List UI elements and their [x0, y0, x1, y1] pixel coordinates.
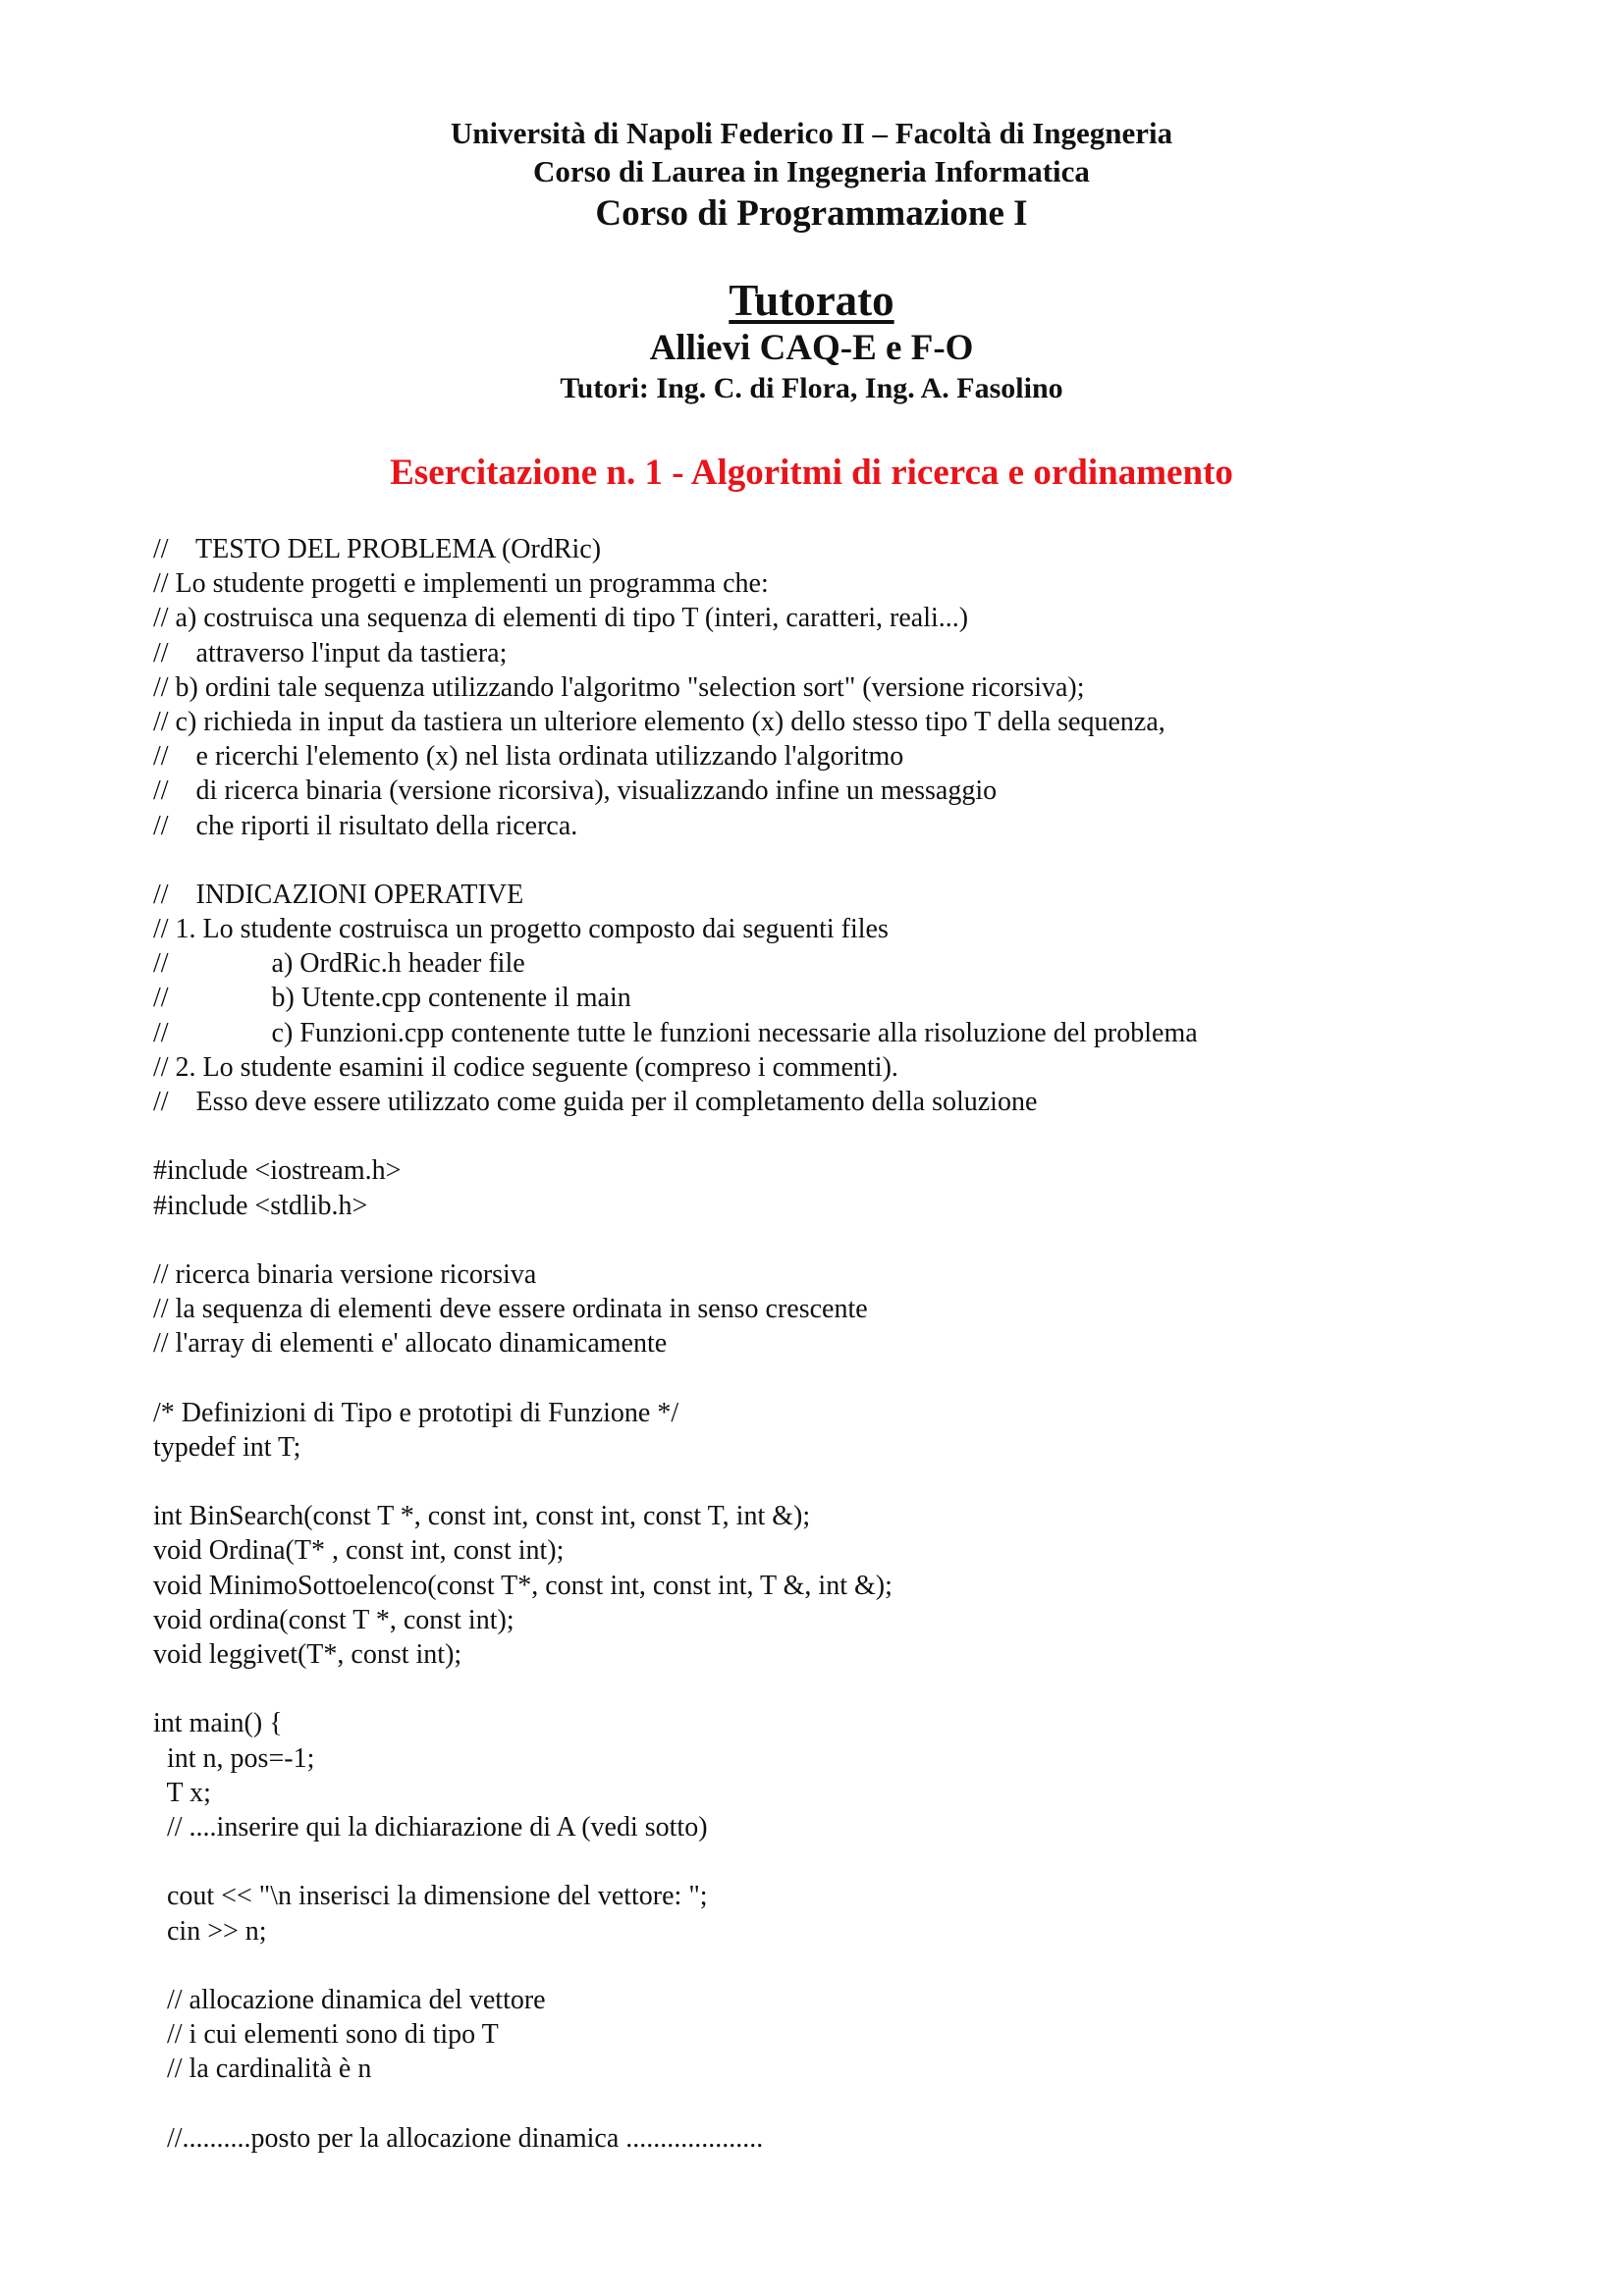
code-line: //..........posto per la allocazione dinamica .................... — [153, 2122, 764, 2154]
blank-line — [153, 1223, 1567, 1257]
degree-heading: Corso di Laurea in Ingegneria Informatica — [533, 154, 1090, 188]
code-line: typedef int T; — [153, 1431, 301, 1463]
code-line: cin >> n; — [153, 1915, 267, 1947]
code-line: void leggivet(T*, const int); — [153, 1639, 462, 1670]
code-line: int BinSearch(const T *, const int, const int, const T, int &); — [153, 1501, 811, 1532]
code-line: // 2. Lo studente esamini il codice seguente (compreso i commenti). — [153, 1051, 898, 1083]
code-line: // Lo studente progetti e implementi un programma che: — [153, 568, 769, 600]
university-heading: Università di Napoli Federico II – Facoltà di Ingegneria — [450, 116, 1173, 150]
code-line: // che riporti il risultato della ricerca. — [153, 810, 578, 841]
code-line: // b) Utente.cpp contenente il main — [153, 983, 631, 1014]
code-line: // a) OrdRic.h header file — [153, 948, 525, 980]
code-line: // c) richieda in input da tastiera un ulteriore elemento (x) dello stesso tipo T della sequenza, — [153, 706, 1165, 737]
code-line: #include <stdlib.h> — [153, 1190, 368, 1221]
code-line: // di ricerca binaria (versione ricorsiva), visualizzando infine un messaggio — [153, 775, 998, 807]
code-line: void MinimoSottoelenco(const T*, const int, const int, T &, int &); — [153, 1570, 893, 1601]
code-line: int main() { — [153, 1708, 283, 1739]
exercise-title: Esercitazione n. 1 - Algoritmi di ricerca e ordinamento — [390, 453, 1233, 493]
course-heading: Corso di Programmazione I — [595, 193, 1028, 234]
code-line: #include <iostream.h> — [153, 1155, 402, 1187]
blank-line — [153, 1949, 1567, 1983]
blank-line — [153, 1119, 1567, 1153]
code-line: // ....inserire qui la dichiarazione di A (vedi sotto) — [153, 1811, 708, 1842]
code-line: // a) costruisca una sequenza di elementi di tipo T (interi, caratteri, reali...) — [153, 603, 969, 634]
code-line: // c) Funzioni.cpp contenente tutte le funzioni necessarie alla risoluzione del problema — [153, 1017, 1198, 1048]
code-line: cout << "\n inserisci la dimensione del vettore: "; — [153, 1881, 708, 1912]
code-line: T x; — [153, 1777, 211, 1808]
code-line: // la sequenza di elementi deve essere ordinata in senso crescente — [153, 1294, 868, 1325]
blank-line — [153, 2086, 1567, 2120]
code-line: // l'array di elementi e' allocato dinamicamente — [153, 1328, 668, 1360]
blank-line — [153, 1362, 1567, 1396]
code-line: // b) ordini tale sequenza utilizzando l'algoritmo "selection sort" (versione ricorsiva); — [153, 671, 1085, 703]
code-line: // 1. Lo studente costruisca un progetto composto dai seguenti files — [153, 914, 889, 945]
blank-line — [153, 1844, 1567, 1879]
code-line: // attraverso l'input da tastiera; — [153, 637, 508, 668]
code-listing — [153, 532, 1567, 2156]
code-line: /* Definizioni di Tipo e prototipi di Funzione */ — [153, 1397, 679, 1428]
code-line: // allocazione dinamica del vettore — [153, 1984, 546, 2015]
code-line: // Esso deve essere utilizzato come guida per il completamento della soluzione — [153, 1087, 1038, 1117]
blank-line — [153, 1672, 1567, 1706]
tutorato-title: Tutorato — [729, 276, 894, 325]
blank-line — [153, 843, 1567, 878]
blank-line — [153, 1465, 1567, 1499]
code-line: // la cardinalità è n — [153, 2054, 372, 2085]
code-line: // INDICAZIONI OPERATIVE — [153, 879, 524, 910]
code-line: void Ordina(T* , const int, const int); — [153, 1535, 565, 1567]
code-line: // e ricerchi l'elemento (x) nel lista ordinata utilizzando l'algoritmo — [153, 741, 904, 773]
students-heading: Allievi CAQ-E e F-O — [649, 328, 974, 368]
code-line: void ordina(const T *, const int); — [153, 1604, 514, 1635]
code-line: // ricerca binaria versione ricorsiva — [153, 1258, 537, 1290]
code-line: // i cui elementi sono di tipo T — [153, 2019, 499, 2051]
tutors-heading: Tutori: Ing. C. di Flora, Ing. A. Fasolino — [560, 372, 1063, 404]
code-line: int n, pos=-1; — [153, 1742, 315, 1774]
code-line: // TESTO DEL PROBLEMA (OrdRic) — [153, 534, 602, 564]
